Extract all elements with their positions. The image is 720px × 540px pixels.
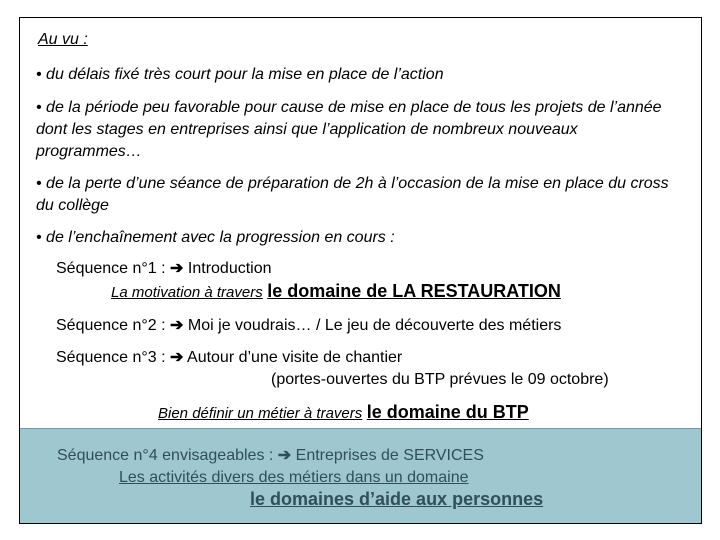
sequence-3-detail: (portes-ouvertes du BTP prévues le 09 octobre): [271, 371, 609, 388]
motivation-domain: le domaine de LA RESTAURATION: [267, 281, 561, 301]
sequence-2-label: Séquence n°2 :: [56, 317, 166, 334]
sequence-4-sub: Les activités divers des métiers dans un domaine: [119, 469, 469, 486]
arrow-right-icon: ➔: [170, 260, 184, 277]
bullet-deadline: • du délais fixé très court pour la mise en place de l’action: [36, 66, 444, 83]
bullet-cross: • de la perte d’une séance de préparation de 2h à l’occasion de la mise en place du cross du collège: [36, 175, 669, 214]
sequence-1: [56, 258, 272, 280]
define-domain: le domaine du BTP: [366, 402, 529, 422]
sequence-4-text: Entreprises de SERVICES: [295, 447, 484, 464]
arrow-right-icon: ➔: [170, 317, 184, 334]
sequence-4-label: Séquence n°4 envisageables :: [57, 447, 274, 464]
sequence-3-label: Séquence n°3 :: [56, 349, 166, 366]
document-frame: [19, 17, 702, 524]
sequence-3-define: [158, 402, 529, 423]
arrow-right-icon: ➔: [277, 447, 292, 464]
sequence-2-text: Moi je voudrais… / Le jeu de découverte des métiers: [187, 317, 562, 334]
arrow-right-icon: ➔: [170, 349, 184, 366]
sequence-3: [56, 347, 402, 369]
sequence-4: [57, 445, 484, 465]
sequence-1-motivation: [111, 281, 561, 302]
define-small: Bien définir un métier à travers: [158, 405, 363, 422]
sequence-3-text: Autour d’une visite de chantier: [187, 349, 403, 366]
sequence-1-label: Séquence n°1 :: [56, 260, 166, 277]
bullet-progression: • de l’enchaînement avec la progression en cours :: [36, 229, 395, 246]
sequence-4-domain: le domaines d’aide aux personnes: [250, 489, 544, 509]
heading: Au vu :: [38, 31, 88, 48]
sequence-2: [56, 315, 561, 337]
motivation-small: La motivation à travers: [111, 284, 263, 301]
bullet-period: • de la période peu favorable pour cause de mise en place de tous les projets de l’année dont les stages en entreprises ainsi que l’application de nombreux nouveaux programmes…: [36, 99, 662, 160]
highlight-band: [20, 428, 701, 524]
sequence-1-text: Introduction: [187, 260, 272, 277]
